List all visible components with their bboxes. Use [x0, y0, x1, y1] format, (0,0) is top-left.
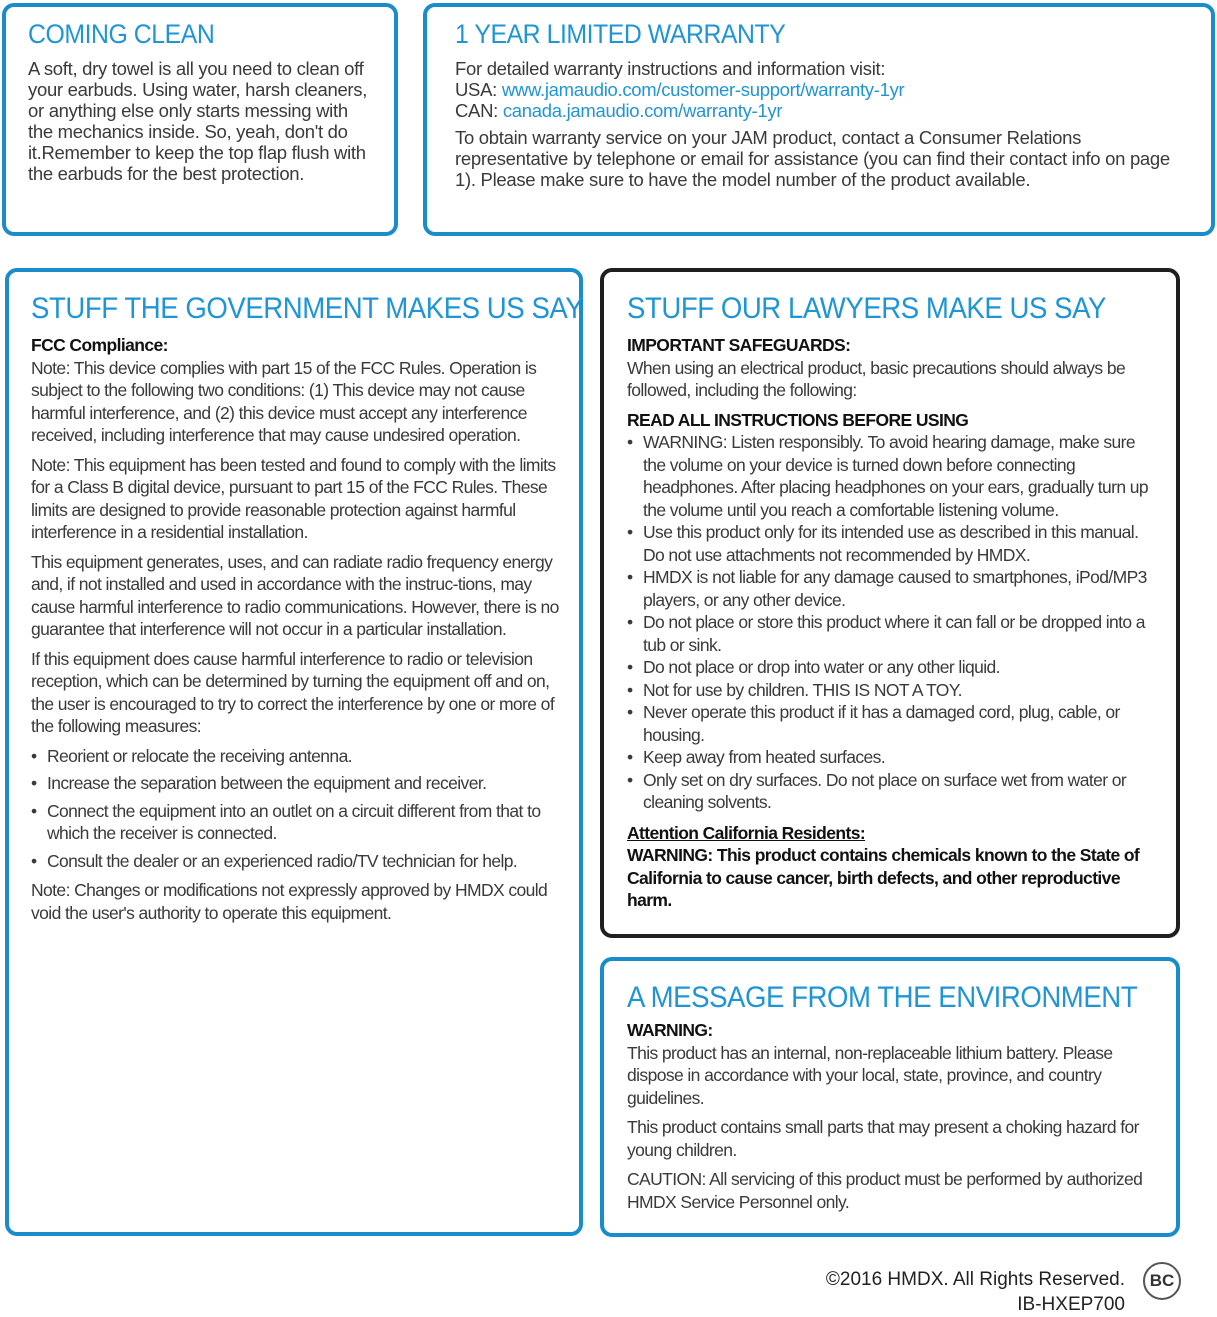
- list-item: • Do not place or store this product where it can fall or be dropped into a tub or sink.: [627, 611, 1158, 656]
- environment-panel: [600, 957, 1180, 1237]
- coming-clean-panel: [2, 3, 398, 236]
- government-panel: [5, 268, 583, 1236]
- copyright-text: ©2016 HMDX. All Rights Reserved.: [825, 1269, 1125, 1290]
- safeguards-list: [627, 431, 1158, 814]
- gov-paragraph: Note: This device complies with part 15 of the FCC Rules. Operation is subject to the following two conditions: (1) This device may not cause harmful interference, and (2) this device must accept any interference received, including interference that may cause undesired operation.: [31, 357, 537, 445]
- warranty-title: 1 YEAR LIMITED WARRANTY: [455, 19, 786, 49]
- model-number: IB-HXEP700: [1017, 1294, 1125, 1315]
- list-item: • Do not place or drop into water or any other liquid.: [627, 656, 1158, 679]
- warranty-usa-line: [455, 79, 1193, 100]
- warranty-usa-link[interactable]: www.jamaudio.com/customer-support/warranty-1yr: [501, 79, 905, 100]
- lawyers-title: STUFF OUR LAWYERS MAKE US SAY: [627, 292, 1106, 325]
- warranty-intro: For detailed warranty instructions and information visit:: [455, 58, 886, 79]
- safeguards-heading: IMPORTANT SAFEGUARDS:: [627, 335, 851, 355]
- list-item: • Increase the separation between the equipment and receiver.: [31, 772, 559, 795]
- env-warning-heading: WARNING:: [627, 1020, 713, 1040]
- list-item: • Keep away from heated surfaces.: [627, 746, 1158, 769]
- gov-paragraph: This equipment generates, uses, and can radiate radio frequency energy and, if not installed and used in accordance with the instruc-tions, may cause harmful interference to radio communications. However, there is no guarantee that interference will not occur in a particular installation.: [31, 551, 559, 639]
- list-item: • Not for use by children. THIS IS NOT A TOY.: [627, 679, 1158, 702]
- gov-measures-list: [31, 745, 559, 873]
- list-item: • Connect the equipment into an outlet on a circuit different from that to which the receiver is connected.: [31, 800, 559, 845]
- list-item: • Consult the dealer or an experienced radio/TV technician for help.: [31, 850, 559, 873]
- california-heading: Attention California Residents:: [627, 822, 866, 843]
- gov-paragraph: If this equipment does cause harmful interference to radio or television reception, which can be determined by turning the equipment off and on, the user is encouraged to try to correct the interference by one or more of the following measures:: [31, 648, 555, 736]
- env-paragraph: This product contains small parts that may present a choking hazard for young children.: [627, 1117, 1139, 1160]
- list-item: • Never operate this product if it has a damaged cord, plug, cable, or housing.: [627, 701, 1158, 746]
- list-item: • HMDX is not liable for any damage caused to smartphones, iPod/MP3 players, or any other device.: [627, 566, 1158, 611]
- safeguards-text: When using an electrical product, basic precautions should always be followed, including the following:: [627, 357, 1126, 400]
- warranty-service-text: To obtain warranty service on your JAM product, contact a Consumer Relations representative by telephone or email for assistance (you can find their contact info on page 1). Please make sure to have the model number of the product available.: [455, 127, 1170, 190]
- list-item: • Only set on dry surfaces. Do not place on surface wet from water or cleaning solvents.: [627, 769, 1158, 814]
- coming-clean-title: COMING CLEAN: [28, 19, 215, 49]
- government-title: STUFF THE GOVERNMENT MAKES US SAY: [31, 292, 584, 325]
- list-item: • Use this product only for its intended use as described in this manual. Do not use attachments not recommended by HMDX.: [627, 521, 1158, 566]
- list-item: • Reorient or relocate the receiving antenna.: [31, 745, 559, 768]
- coming-clean-body: A soft, dry towel is all you need to clean off your earbuds. Using water, harsh cleaners, or anything else only starts messing with the mechanics inside. So, yeah, don't do it.Remember to keep the top flap flush with the earbuds for the best protection.: [28, 58, 368, 184]
- warranty-can-line: [455, 100, 1193, 121]
- california-warning: WARNING: This product contains chemicals known to the State of California to cause cancer, birth defects, and other reproductive harm.: [627, 845, 1140, 910]
- battery-charger-certification-icon: BC: [1143, 1262, 1181, 1300]
- environment-title: A MESSAGE FROM THE ENVIRONMENT: [627, 981, 1138, 1014]
- warranty-usa-label: USA:: [455, 79, 497, 100]
- env-paragraph: This product has an internal, non-replaceable lithium battery. Please dispose in accordance with your local, state, province, and country guidelines.: [627, 1042, 1113, 1108]
- list-item: • WARNING: Listen responsibly. To avoid hearing damage, make sure the volume on your device is turned down before connecting headphones. After placing headphones on your ears, gradually turn up the volume until you reach a comfortable listening volume.: [627, 431, 1158, 521]
- read-instructions-heading: READ ALL INSTRUCTIONS BEFORE USING: [627, 409, 969, 430]
- footer: [780, 1267, 1125, 1317]
- warranty-can-link[interactable]: canada.jamaudio.com/warranty-1yr: [502, 100, 783, 121]
- warranty-can-label: CAN:: [455, 100, 498, 121]
- gov-paragraph: Note: This equipment has been tested and found to comply with the limits for a Class B digital device, pursuant to part 15 of the FCC Rules. These limits are designed to provide reasonable protection against harmful interference in a residential installation.: [31, 454, 556, 542]
- fcc-heading: FCC Compliance:: [31, 335, 168, 355]
- gov-closing-note: Note: Changes or modifications not expressly approved by HMDX could void the user's authority to operate this equipment.: [31, 880, 548, 923]
- env-paragraph: CAUTION: All servicing of this product must be performed by authorized HMDX Service Personnel only.: [627, 1169, 1143, 1212]
- lawyers-panel: [600, 268, 1180, 938]
- warranty-panel: [423, 3, 1215, 236]
